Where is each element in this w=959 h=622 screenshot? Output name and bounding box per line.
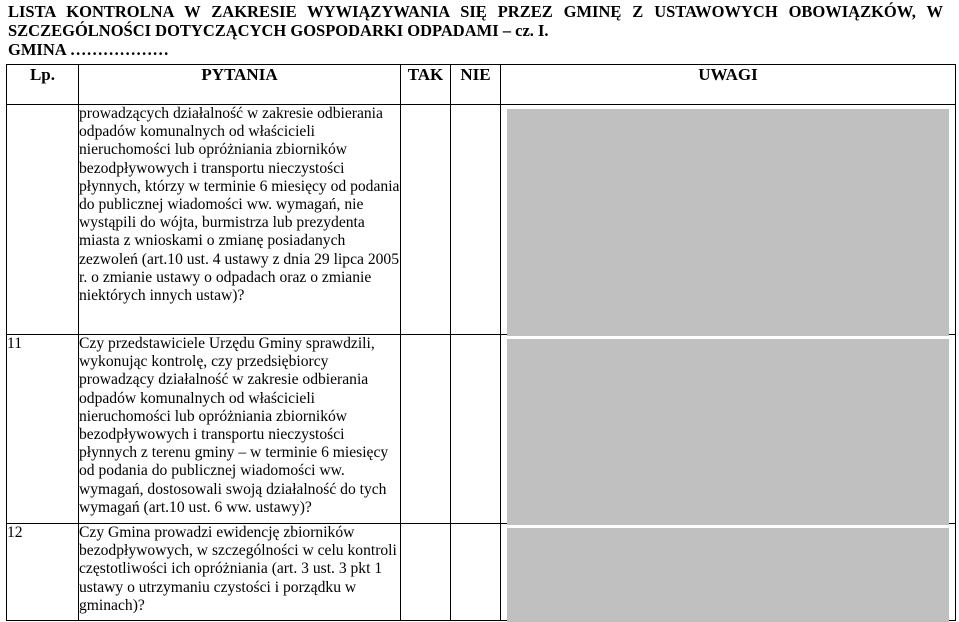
uwagi-shaded-area: [507, 339, 949, 525]
column-header-nie: NIE: [451, 65, 501, 105]
nie-cell[interactable]: [451, 105, 501, 335]
table-row: [7, 335, 956, 524]
uwagi-shaded-area: [507, 528, 949, 622]
uwagi-cell: [501, 524, 956, 621]
row-number: 12: [7, 524, 79, 621]
header-gmina-line: GMINA ………………: [8, 40, 169, 59]
nie-cell[interactable]: [451, 335, 501, 524]
column-header-pytania: PYTANIA: [79, 65, 401, 105]
column-header-tak: TAK: [401, 65, 451, 105]
table-row: [7, 105, 956, 335]
header-title-line2: SZCZEGÓLNOŚCI DOTYCZĄCYCH GOSPODARKI ODPADAMI – cz. I.: [8, 21, 549, 40]
question-text: prowadzących działalność w zakresie odbierania odpadów komunalnych od właścicieli nieruchomości lub opróżniania zbiorników bezodpływowych i transportu nieczystości płynnych, którzy w terminie 6 miesięcy od podania do publicznej wiadomości ww. wymagań, nie wystąpili do wójta, burmistrza lub prezydenta miasta z wnioskami o zmianę posiadanych zezwoleń (art.10 ust. 4 ustawy z dnia 29 lipca 2005 r. o zmianie ustawy o odpadach oraz o zmianie niektórych innych ustaw)?: [79, 105, 401, 335]
row-number: [7, 105, 79, 335]
checklist-table: [6, 64, 956, 621]
table-row: [7, 524, 956, 621]
question-text: Czy przedstawiciele Urzędu Gminy sprawdzili, wykonując kontrolę, czy przedsiębiorcy prowadzący działalność w zakresie odbierania odpadów komunalnych od właścicieli nieruchomości lub opróżniania zbiorników bezodpływowych i transportu nieczystości płynnych z terenu gminy – w terminie 6 miesięcy od podania do publicznej wiadomości ww. wymagań, dostosowali swoją działalność do tych wymagań (art.10 ust. 6 ww. ustawy)?: [79, 335, 401, 524]
table-header-row: [7, 65, 956, 105]
uwagi-cell: [501, 105, 956, 335]
tak-cell[interactable]: [401, 105, 451, 335]
column-header-uwagi: UWAGI: [501, 65, 956, 105]
nie-cell[interactable]: [451, 524, 501, 621]
uwagi-cell: [501, 335, 956, 524]
column-header-lp: Lp.: [7, 65, 79, 105]
uwagi-shaded-area: [507, 109, 949, 336]
document-header: [8, 2, 943, 59]
tak-cell[interactable]: [401, 335, 451, 524]
question-text: Czy Gmina prowadzi ewidencję zbiorników bezodpływowych, w szczególności w celu kontroli częstotliwości ich opróżniania (art. 3 ust. 3 pkt 1 ustawy o utrzymaniu czystości i porządku w gminach)?: [79, 524, 401, 621]
row-number: 11: [7, 335, 79, 524]
tak-cell[interactable]: [401, 524, 451, 621]
header-title-line1: LISTA KONTROLNA W ZAKRESIE WYWIĄZYWANIA SIĘ PRZEZ GMINĘ Z USTAWOWYCH OBOWIĄZKÓW, W: [8, 2, 943, 21]
